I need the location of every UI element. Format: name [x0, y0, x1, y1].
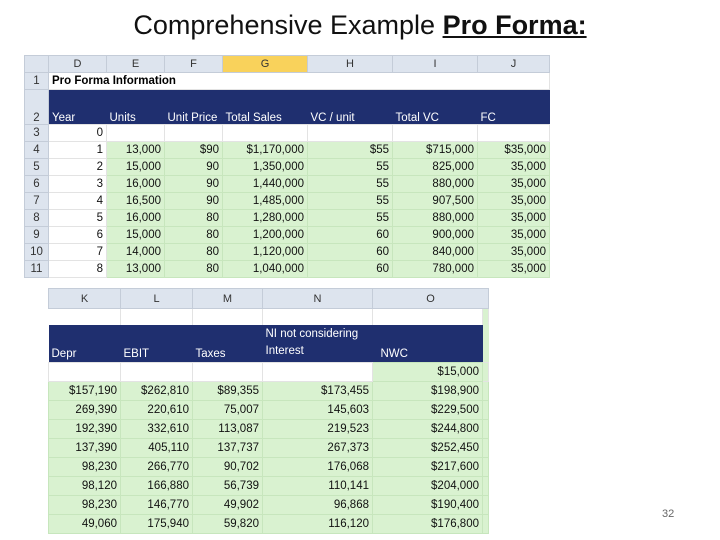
data-cell[interactable]: 55 [308, 176, 393, 193]
data-cell[interactable]: 175,940 [121, 515, 193, 534]
data-cell[interactable]: 60 [308, 261, 393, 278]
column-header[interactable]: J [478, 56, 550, 73]
column-header[interactable]: I [393, 56, 478, 73]
slide-title [0, 10, 720, 41]
header-cell[interactable]: Taxes [193, 325, 263, 363]
data-cell[interactable]: 49,060 [49, 515, 121, 534]
data-cell[interactable]: 55 [308, 210, 393, 227]
header-cell[interactable]: Total Sales [223, 90, 308, 125]
row-number[interactable]: 3 [25, 125, 49, 142]
data-cell[interactable]: 80 [165, 244, 223, 261]
data-cell[interactable]: 269,390 [49, 401, 121, 420]
data-cell[interactable]: 840,000 [393, 244, 478, 261]
data-cell[interactable] [107, 125, 165, 142]
column-header[interactable]: M [193, 289, 263, 309]
nwc-cell[interactable]: $217,600 [373, 458, 483, 477]
edge-cell [483, 420, 489, 439]
edge-cell [483, 325, 489, 363]
year-cell[interactable]: 6 [49, 227, 107, 244]
data-cell[interactable]: $157,190 [49, 382, 121, 401]
table-row [49, 477, 489, 496]
table-row [25, 261, 550, 278]
row-number[interactable]: 11 [25, 261, 49, 278]
data-cell[interactable]: 1,280,000 [223, 210, 308, 227]
data-cell[interactable] [223, 125, 308, 142]
edge-cell [483, 401, 489, 420]
year-cell[interactable]: 1 [49, 142, 107, 159]
data-cell[interactable]: 116,120 [263, 515, 373, 534]
data-cell[interactable]: 49,902 [193, 496, 263, 515]
data-cell[interactable] [193, 363, 263, 382]
data-cell[interactable]: 96,868 [263, 496, 373, 515]
year-cell[interactable]: 7 [49, 244, 107, 261]
data-cell[interactable]: 60 [308, 227, 393, 244]
edge-cell [483, 458, 489, 477]
edge-cell [483, 496, 489, 515]
header-cell[interactable]: Unit Price [165, 90, 223, 125]
data-cell[interactable]: $715,000 [393, 142, 478, 159]
data-cell[interactable]: 90 [165, 159, 223, 176]
data-cell[interactable]: 1,120,000 [223, 244, 308, 261]
data-cell[interactable]: 16,500 [107, 193, 165, 210]
data-cell[interactable] [49, 363, 121, 382]
row-number[interactable]: 10 [25, 244, 49, 261]
nwc-cell[interactable]: $190,400 [373, 496, 483, 515]
data-cell[interactable]: 75,007 [193, 401, 263, 420]
table-row [49, 515, 489, 534]
row-number[interactable]: 6 [25, 176, 49, 193]
data-cell[interactable]: 90 [165, 193, 223, 210]
column-header-selected[interactable]: G [223, 56, 308, 73]
edge-cell [483, 363, 489, 382]
table-row [25, 142, 550, 159]
data-cell[interactable]: 780,000 [393, 261, 478, 278]
edge-cell [483, 515, 489, 534]
column-header[interactable]: O [373, 289, 489, 309]
corner-cell[interactable] [25, 56, 49, 73]
data-cell[interactable]: 60 [308, 244, 393, 261]
data-cell[interactable]: 1,040,000 [223, 261, 308, 278]
column-header[interactable]: K [49, 289, 121, 309]
pro-forma-calc-sheet [48, 288, 489, 534]
nwc-cell[interactable]: $198,900 [373, 382, 483, 401]
data-cell[interactable]: 90 [165, 176, 223, 193]
header-cell[interactable]: Year [49, 90, 107, 125]
row-number[interactable]: 9 [25, 227, 49, 244]
row-number[interactable]: 1 [25, 73, 49, 90]
data-cell[interactable] [308, 125, 393, 142]
year-cell[interactable]: 0 [49, 125, 107, 142]
empty-cell[interactable] [373, 309, 483, 325]
data-cell[interactable]: 35,000 [478, 244, 550, 261]
header-cell[interactable]: Depr [49, 325, 121, 363]
edge-cell [483, 439, 489, 458]
data-cell[interactable]: 145,603 [263, 401, 373, 420]
table-row [25, 193, 550, 210]
data-cell[interactable] [478, 125, 550, 142]
data-cell[interactable]: $173,455 [263, 382, 373, 401]
data-cell[interactable]: 80 [165, 261, 223, 278]
nwc-cell[interactable]: $204,000 [373, 477, 483, 496]
data-cell[interactable]: 13,000 [107, 261, 165, 278]
data-cell[interactable] [263, 363, 373, 382]
table-row [25, 227, 550, 244]
data-cell[interactable]: 35,000 [478, 159, 550, 176]
table-row [25, 210, 550, 227]
title-plain: Comprehensive Example [133, 10, 443, 40]
row-number[interactable]: 7 [25, 193, 49, 210]
data-cell[interactable]: 266,770 [121, 458, 193, 477]
column-header[interactable]: D [49, 56, 107, 73]
data-cell[interactable]: 35,000 [478, 176, 550, 193]
data-cell[interactable]: 907,500 [393, 193, 478, 210]
row-number[interactable]: 8 [25, 210, 49, 227]
data-cell[interactable]: 176,068 [263, 458, 373, 477]
data-cell[interactable] [165, 125, 223, 142]
data-cell[interactable]: 13,000 [107, 142, 165, 159]
header-cell[interactable]: FC [478, 90, 550, 125]
data-cell[interactable]: 146,770 [121, 496, 193, 515]
empty-cell[interactable] [263, 309, 373, 325]
empty-cell[interactable] [49, 309, 121, 325]
table-row [49, 382, 489, 401]
title-underlined: Pro Forma: [442, 10, 587, 40]
column-header[interactable]: L [121, 289, 193, 309]
data-cell[interactable]: 405,110 [121, 439, 193, 458]
edge-cell [483, 477, 489, 496]
nwc-cell[interactable]: $176,800 [373, 515, 483, 534]
year-cell[interactable]: 3 [49, 176, 107, 193]
row-number[interactable]: 4 [25, 142, 49, 159]
header-cell[interactable]: Units [107, 90, 165, 125]
data-cell[interactable] [393, 125, 478, 142]
data-cell[interactable]: 15,000 [107, 159, 165, 176]
column-header[interactable]: F [165, 56, 223, 73]
table-row [25, 125, 550, 142]
data-cell[interactable]: 98,120 [49, 477, 121, 496]
row-number[interactable]: 2 [25, 90, 49, 125]
data-cell[interactable]: 219,523 [263, 420, 373, 439]
data-cell[interactable]: 880,000 [393, 176, 478, 193]
data-cell[interactable]: 35,000 [478, 261, 550, 278]
pro-forma-info-label[interactable]: Pro Forma Information [49, 73, 550, 90]
table-row [49, 458, 489, 477]
data-cell[interactable]: 98,230 [49, 458, 121, 477]
table-row [49, 420, 489, 439]
data-cell[interactable]: 80 [165, 227, 223, 244]
table-row [49, 401, 489, 420]
year-cell[interactable]: 8 [49, 261, 107, 278]
table-row [49, 363, 489, 382]
data-cell[interactable]: 14,000 [107, 244, 165, 261]
column-header[interactable]: N [263, 289, 373, 309]
data-cell[interactable]: 900,000 [393, 227, 478, 244]
data-cell[interactable] [121, 363, 193, 382]
data-cell[interactable]: 55 [308, 159, 393, 176]
data-cell[interactable]: 1,440,000 [223, 176, 308, 193]
data-cell[interactable]: $55 [308, 142, 393, 159]
nwc-cell[interactable]: $244,800 [373, 420, 483, 439]
header-cell-ni[interactable] [263, 325, 373, 363]
data-cell[interactable]: 56,739 [193, 477, 263, 496]
table-row [25, 244, 550, 261]
data-cell[interactable]: 332,610 [121, 420, 193, 439]
data-cell[interactable]: 192,390 [49, 420, 121, 439]
column-header[interactable]: E [107, 56, 165, 73]
data-cell[interactable]: $90 [165, 142, 223, 159]
data-cell[interactable]: $35,000 [478, 142, 550, 159]
data-cell[interactable]: 35,000 [478, 193, 550, 210]
empty-cell[interactable] [121, 309, 193, 325]
row-number[interactable]: 5 [25, 159, 49, 176]
data-cell[interactable]: 16,000 [107, 176, 165, 193]
data-cell[interactable]: 267,373 [263, 439, 373, 458]
empty-cell[interactable] [193, 309, 263, 325]
data-cell[interactable]: 880,000 [393, 210, 478, 227]
year-cell[interactable]: 4 [49, 193, 107, 210]
data-cell[interactable]: 15,000 [107, 227, 165, 244]
data-cell[interactable]: 1,200,000 [223, 227, 308, 244]
data-cell[interactable]: 137,390 [49, 439, 121, 458]
data-cell[interactable]: 220,610 [121, 401, 193, 420]
data-cell[interactable]: 825,000 [393, 159, 478, 176]
header-cell[interactable]: VC / unit [308, 90, 393, 125]
data-cell[interactable]: 55 [308, 193, 393, 210]
empty-cell[interactable] [483, 309, 489, 325]
data-cell[interactable]: 166,880 [121, 477, 193, 496]
data-cell[interactable]: 110,141 [263, 477, 373, 496]
table-row [49, 439, 489, 458]
data-cell[interactable]: 98,230 [49, 496, 121, 515]
header-ni-line1: NI not considering [265, 328, 359, 340]
column-header[interactable]: H [308, 56, 393, 73]
nwc-cell[interactable]: $252,450 [373, 439, 483, 458]
data-cell[interactable]: $1,170,000 [223, 142, 308, 159]
data-cell[interactable]: 90,702 [193, 458, 263, 477]
table-row [49, 496, 489, 515]
data-cell[interactable]: 1,485,000 [223, 193, 308, 210]
page-number: 32 [662, 508, 675, 520]
data-cell[interactable]: 1,350,000 [223, 159, 308, 176]
header-cell[interactable]: Total VC [393, 90, 478, 125]
data-cell[interactable]: 137,737 [193, 439, 263, 458]
edge-cell [483, 382, 489, 401]
data-cell[interactable]: 80 [165, 210, 223, 227]
data-cell[interactable]: 16,000 [107, 210, 165, 227]
header-ni-line2: Interest [265, 345, 304, 357]
nwc-cell[interactable]: $229,500 [373, 401, 483, 420]
year-cell[interactable]: 2 [49, 159, 107, 176]
nwc-cell[interactable]: $15,000 [373, 363, 483, 382]
header-cell[interactable]: EBIT [121, 325, 193, 363]
table-row [25, 176, 550, 193]
data-cell[interactable]: 113,087 [193, 420, 263, 439]
data-cell[interactable]: 59,820 [193, 515, 263, 534]
data-cell[interactable]: $89,355 [193, 382, 263, 401]
table-row [25, 159, 550, 176]
year-cell[interactable]: 5 [49, 210, 107, 227]
pro-forma-info-sheet [24, 55, 550, 278]
data-cell[interactable]: 35,000 [478, 210, 550, 227]
header-cell[interactable]: NWC [373, 325, 483, 363]
data-cell[interactable]: $262,810 [121, 382, 193, 401]
data-cell[interactable]: 35,000 [478, 227, 550, 244]
